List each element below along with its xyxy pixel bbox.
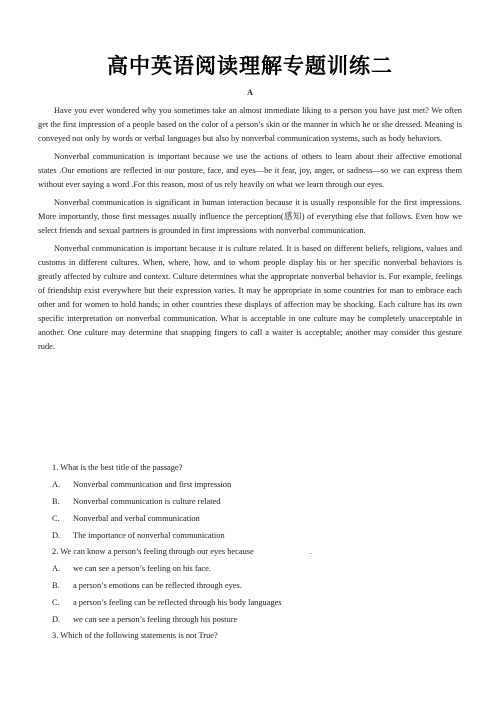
option-text: we can see a person’s feeling through his posture	[73, 615, 238, 624]
answer-option[interactable]	[52, 611, 462, 628]
question-list	[52, 460, 462, 644]
option-text: we can see a person’s feeling on his face.	[73, 564, 211, 573]
answer-option[interactable]	[52, 594, 462, 611]
option-letter: A.	[52, 480, 61, 489]
option-letter: B.	[52, 497, 60, 506]
option-letter: D.	[52, 615, 61, 624]
option-letter: C.	[52, 514, 60, 523]
option-text: Nonverbal communication and first impression	[73, 480, 232, 489]
paragraph: Have you ever wondered why you sometimes take an almost immediate liking to a person you have just met? We often get the first impression of a people based on the color of a person’s skin or the manner in which he or she dressed. Meaning is conveyed not only by words or verbal languages but also by nonverbal communication systems, such as body behaviors.	[38, 106, 462, 143]
option-text: a person’s emotions can be reflected through eyes.	[73, 581, 242, 590]
question-stem: 3. Which of the following statements is not True?	[52, 631, 218, 640]
option-letter: C.	[52, 598, 60, 607]
answer-option[interactable]	[52, 560, 462, 577]
option-letter: A.	[52, 564, 61, 573]
paragraph: Nonverbal communication is important because it is culture related. It is based on different beliefs, religions, values and customs in different cultures. When, where, how, and to whom people display his or her specific nonverbal behaviors is greatly affected by culture and context. Culture determines what the appropriate nonverbal behavior is. For example, feelings of friendship exist everywhere but their expression varies. It may be appropriate in some countries for man to embrace each other and for women to hold hands; in other countries these displays of affection may be shocking. Each culture has its own specific interpretation on nonverbal communication. What is acceptable in one culture may be completely unacceptable in another. One culture may determine that snapping fingers to call a waiter is acceptable; another may consider this gesture rude.	[38, 244, 462, 351]
answer-option[interactable]	[52, 493, 462, 510]
option-letter: D.	[52, 531, 61, 540]
answer-option[interactable]	[52, 510, 462, 527]
question-stem: 2. We can know a person’s feeling through our eyes because .	[52, 547, 312, 556]
option-text: Nonverbal communication is culture related	[73, 497, 221, 506]
option-text: The importance of nonverbal communication	[73, 531, 225, 540]
paragraph: Nonverbal communication is significant in human interaction because it is usually responsible for the first impressions. More importantly, those first messages usually influence the perception(感知) of everything else that follows. Even how we select friends and sexual partners is grounded in first impressions with nonverbal communication.	[38, 198, 462, 235]
answer-option[interactable]	[52, 476, 462, 493]
answer-option[interactable]	[52, 577, 462, 594]
page-title: 高中英语阅读理解专题训练二	[107, 54, 393, 78]
section-label: A	[247, 88, 253, 97]
paragraph: Nonverbal communication is important because we use the actions of others to learn about their affective emotional states .Our emotions are reflected in our posture, face, and eyes—be it fear, joy, anger, or sadness—so we can express them without ever saying a word .For this reason, most of us rely heavily on what we learn through our eyes.	[38, 152, 462, 189]
answer-option[interactable]	[52, 527, 462, 544]
option-text: a person’s feeling can be reflected through his body languages	[73, 598, 282, 607]
option-letter: B.	[52, 581, 60, 590]
reading-passage	[38, 104, 462, 358]
option-text: Nonverbal and verbal communication	[73, 514, 200, 523]
question-stem: 1. What is the best title of the passage?	[52, 463, 183, 472]
